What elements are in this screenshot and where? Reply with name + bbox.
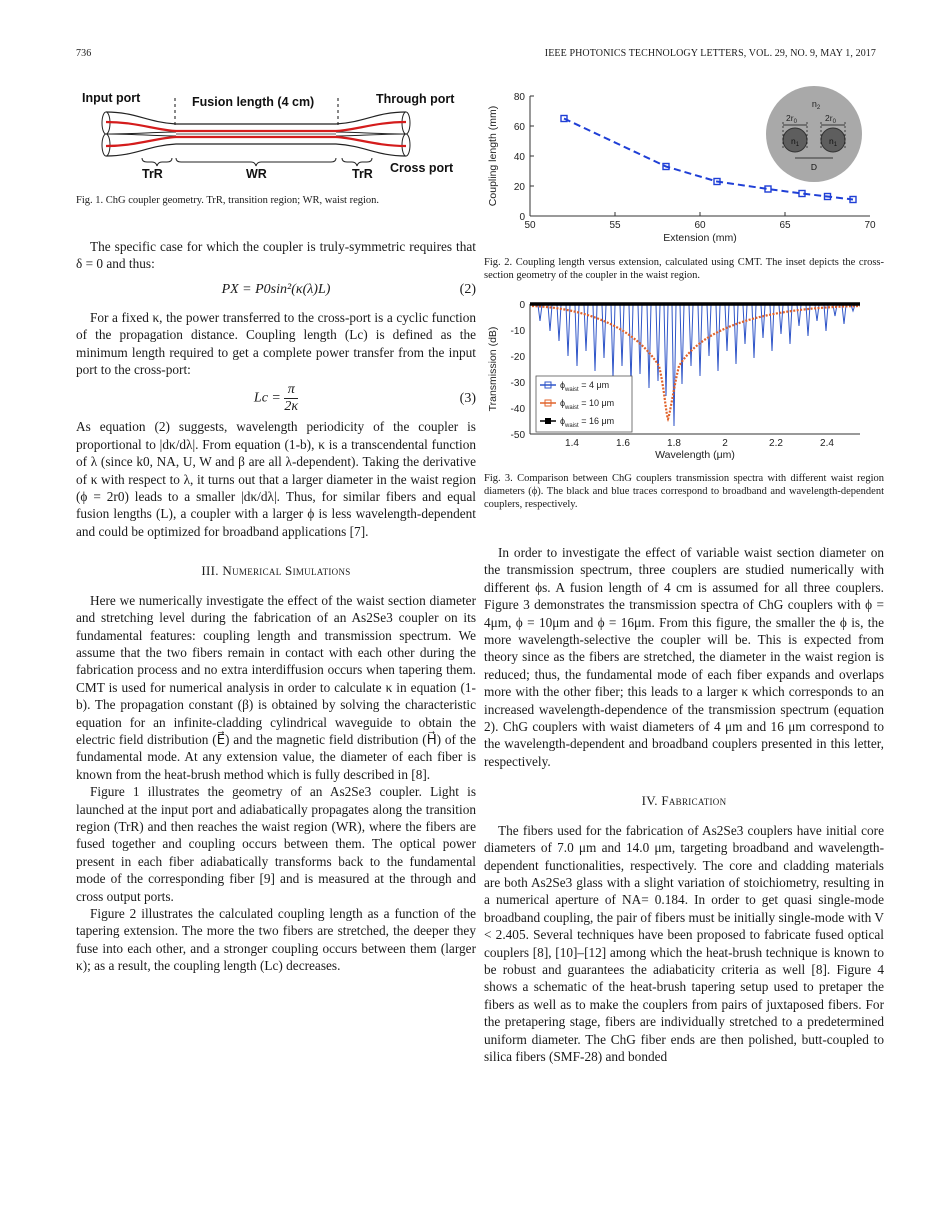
trr-left-label: TrR [142,167,163,181]
paragraph: The fibers used for the fabrication of As2Se3 couplers have initial core diameters of 7.0 μm and 14.0 μm, targeting broadband and wavelength-dependent functionalities, respectively. The core and cladding materials are both As2Se3 glass with a slight variation of stoichiometry, resulting in a numerical aperture of NA= 0.184. In order to get quasi single-mode broadband coupling, the pair of fibers must be initially single-mode with V < 2.405. Several techniques have been proposed to fabricate fused optical couplers [8], [10]–[12] among which the heat-brush technique is known to be robust and guarantees the adiabaticity criteria as well [8]. Figure 4 shows a schematic of the heat-brush tapering setup used to pretaper the fibers as well as to make the couplers from pairs of juxtaposed fibers. For the pretapering stage, fibers are individually stretched to a predetermined uniform diameter. The ChG fiber ends are then polished, butt-coupled to silica fibers (SMF-28) and bonded [484,822,884,1064]
svg-text:65: 65 [779,220,791,231]
svg-text:ϕwaist = 16 μm: $\phi_{waist} = 16$ μm [560,416,615,429]
svg-text:Coupling length (mm): Coupling length (mm) [487,105,499,207]
paragraph: In order to investigate the effect of variable waist section diameter on the transmission spectrum, three couplers are studied numerically with different ϕs. A fusion length of 4 cm is assumed for all three couplers. Figure 3 demonstrates the transmission spectra of ChG couplers with ϕ = 4μm, ϕ = 10μm and ϕ = 16μm. From this figure, the smaller the ϕ is, the more wavelength-selective the coupler will be. This is expected from theory since as the fibers are stretched, the diameter in the waist region is reduced; thus, the fundamental mode of each fiber expands and overlaps more with the other fiber; this leads to a larger κ which corresponds to an increased wavelength-dependence of the transmission spectrum (equation 2). ChG couplers with waist diameters of 4 μm and 16 μm correspond to the wavelength-dependent and broadband couplers presented in this letter, respectively. [484,545,884,769]
figure-3-caption: Fig. 3. Comparison between ChG couplers transmission spectra with different waist region diameters (ϕ). The black and blue traces correspond to broadband and wavelength-dependent couplers, respectively. [484,473,884,510]
paragraph: Figure 2 illustrates the calculated coupling length as a function of the tapering extension. The more the two fibers are stretched, the deeper they fuse into each other, and a stronger coupling occurs between them (larger κ); as a result, the coupling length (Lc) decreases. [76,906,476,974]
svg-text:2r0: $2r_0$ [825,113,836,125]
paragraph: Figure 1 illustrates the geometry of an As2Se3 coupler. Light is launched at the input port and adiabatically propagates along the transition region (TrR) and then reaches the waist region (WR), where the fibers are fused together and coupling occurs between them. The optical power present in each fiber adiabatically transforms back to the fundamental mode of the corresponding fiber [9] and is measured at the through and cross output ports. [76,784,476,904]
svg-text:-20: -20 [510,352,525,363]
figure-1 [76,84,476,194]
svg-text:n2: $n_2$ [811,99,821,111]
svg-text:2r0: $2r_0$ [786,113,797,125]
figure-2-caption: Fig. 2. Coupling length versus extension, calculated using CMT. The inset depicts the cross-section geometry of the coupler in the waist region. [484,257,884,281]
wr-label: WR [246,167,267,181]
svg-text:D: D [810,162,818,172]
svg-text:-50: -50 [510,430,525,441]
svg-text:40: 40 [513,152,525,163]
paragraph: Here we numerically investigate the effect of the waist section diameter and stretching level during the fabrication of an As2Se3 coupler on its fundamental features: coupling length and transmission spectrum. We assume that the two fibers remain in contact with each other during the fabrication process and no extra interdiffusion occurs when tapering them. CMT is used for numerical analysis in order to calculate κ in equation (1-b). The propagation constant (β) is obtained by solving the characteristic equation for an infinite-cladding cylindrical waveguide to obtain the electric field distribution (E⃗) and the magnetic field distribution (H⃗) of the fundamental mode. At any extension value, the diameter of each fiber is known from the heat-brush method which is fully described in [8]. [76,592,476,782]
svg-text:0: 0 [519,212,525,223]
coupling-length-plot [484,86,884,246]
page-number: 736 [76,48,92,59]
svg-text:-40: -40 [510,404,525,415]
fusion-length-label: Fusion length (4 cm) [192,95,315,109]
svg-text:2: 2 [722,438,728,449]
coupler-geometry-diagram [76,84,476,194]
svg-text:2.2: 2.2 [769,438,783,449]
equation-3 [76,378,476,418]
svg-text:1.4: 1.4 [565,438,579,449]
svg-text:Transmission (dB): Transmission (dB) [487,326,499,412]
svg-text:1.6: 1.6 [616,438,630,449]
equation-2-body: PX = P0sin²(κ(λ)L) [221,281,331,297]
equation-2 [76,273,476,307]
svg-text:0: 0 [519,300,525,311]
svg-text:50: 50 [524,220,536,231]
svg-text:80: 80 [513,92,525,103]
transmission-spectrum-plot [484,296,884,462]
input-port-label: Input port [82,91,141,105]
svg-text:ϕwaist = 10 μm: $\phi_{waist} = 10$ μm [560,398,615,411]
left-column [76,238,476,975]
running-header [76,48,876,64]
paragraph: As equation (2) suggests, wavelength periodicity of the coupler is proportional to |dκ/dλ|. From equation (1-b), κ is a transcendental function of λ (since k0, NA, U, W and β are all λ-dependent). Taking the derivative of κ with respect to λ, it turns out that a larger diameter in the waist region (ϕ = 2r0) leads to a smaller |dκ/dλ|. Thus, for similar fibers and equal fusion lengths (L), a coupler with a larger ϕ is less wavelength-dependent and could be optimized for broadband applications [7]. [76,419,476,539]
section-heading-iv: IV. Fabrication [641,793,727,809]
paragraph: For a fixed κ, the power transferred to the cross-port is a cyclic function of the propagation distance. Coupling length (Lc) is defined as the minimum length required to get a complete power transfer from the input port to the cross-port: [76,309,476,378]
svg-text:n1: $n_1$ [790,136,800,148]
right-column [484,544,884,1065]
equation-3-number: (3) [459,391,476,407]
svg-text:-30: -30 [510,378,525,389]
section-heading-iii: III. Numerical Simulations [201,563,351,579]
svg-text:70: 70 [864,220,876,231]
figure-2-chart [484,86,884,246]
svg-text:20: 20 [513,182,525,193]
paragraph: The specific case for which the coupler is truly-symmetric requires that δ = 0 and thus: [76,239,476,272]
figure-1-caption: Fig. 1. ChG coupler geometry. TrR, transition region; WR, waist region. [76,195,380,206]
svg-text:-10: -10 [510,326,525,337]
svg-text:60: 60 [513,122,525,133]
journal-title: IEEE PHOTONICS TECHNOLOGY LETTERS, VOL. 29, NO. 9, MAY 1, 2017 [544,48,876,59]
equation-2-number: (2) [459,281,476,297]
svg-text:n1: $n_1$ [828,136,838,148]
cross-section-inset [766,86,862,182]
svg-text:60: 60 [694,220,706,231]
svg-text:1.8: 1.8 [667,438,681,449]
through-port-label: Through port [376,92,455,106]
figure-3-legend [536,376,632,432]
cross-port-label: Cross port [390,161,454,175]
figure-3-chart [484,296,884,462]
svg-text:Extension (mm): Extension (mm) [663,232,737,244]
svg-text:2.4: 2.4 [820,438,834,449]
equation-3-fraction: $\frac{\pi}{2\kappa}$ [284,382,299,415]
svg-text:Wavelength (μm): Wavelength (μm) [655,449,735,461]
svg-text:55: 55 [609,220,621,231]
equation-3-lhs: Lc = [253,391,281,407]
svg-text:ϕwaist = 4 μm: $\phi_{waist} = 4$ μm [560,380,610,393]
trr-right-label: TrR [352,167,373,181]
